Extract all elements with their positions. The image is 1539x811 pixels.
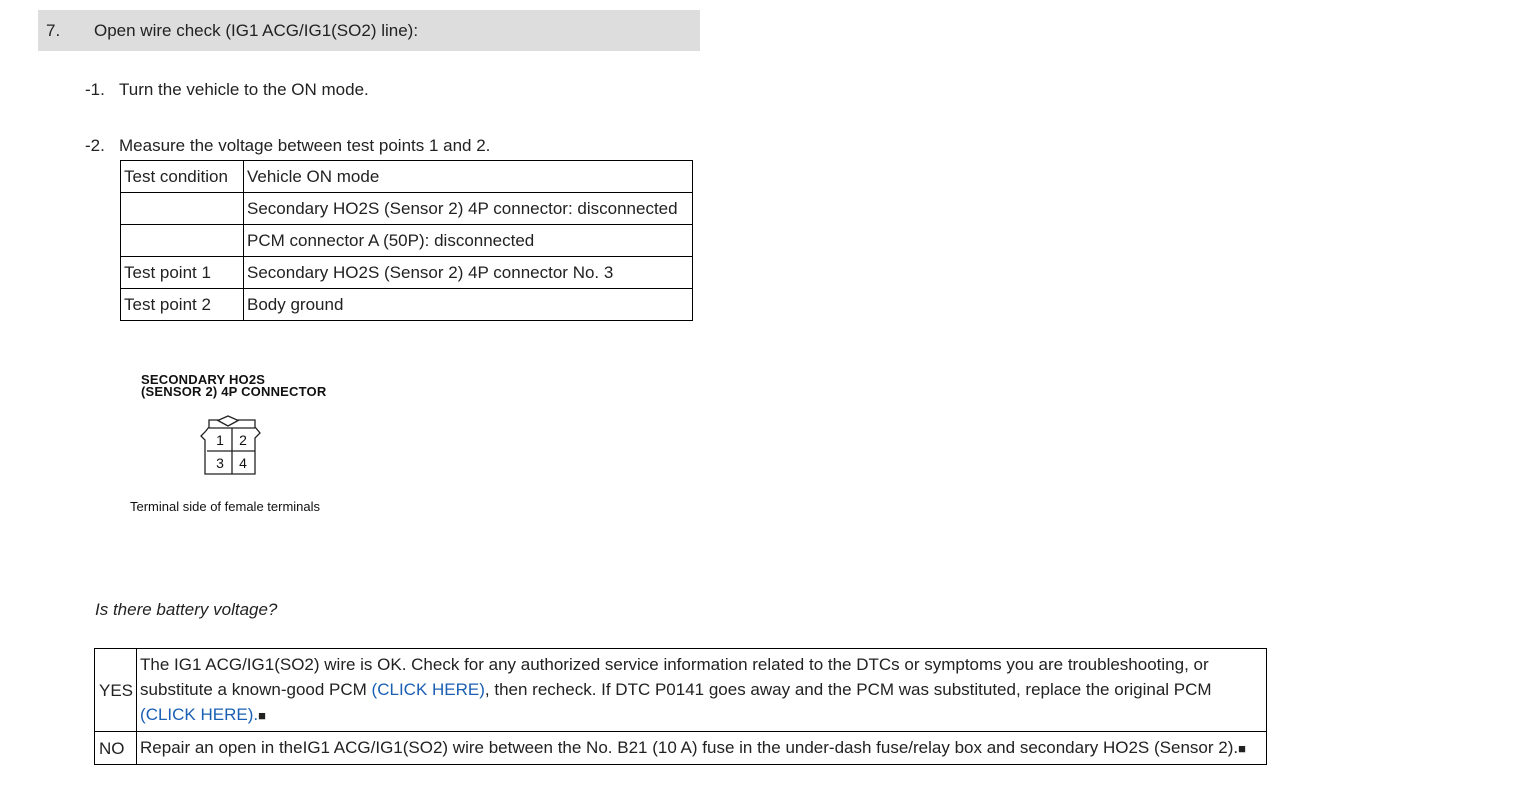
pin-2: 2 bbox=[239, 432, 247, 448]
condition-value: Secondary HO2S (Sensor 2) 4P connector No. 3 bbox=[244, 257, 693, 289]
substep-text: Measure the voltage between test points 1 and 2. bbox=[119, 136, 491, 155]
connector-body-icon bbox=[201, 416, 260, 474]
table-row bbox=[121, 225, 693, 257]
pcm-link-2[interactable]: (CLICK HERE). bbox=[140, 705, 259, 724]
answer-text-no bbox=[137, 732, 1267, 765]
connector-figure bbox=[125, 370, 345, 520]
figure-title-line2: (SENSOR 2) 4P CONNECTOR bbox=[141, 384, 327, 399]
condition-value: Body ground bbox=[244, 289, 693, 321]
answer-row-yes bbox=[95, 649, 1267, 732]
end-mark-icon: ■ bbox=[1238, 741, 1246, 756]
substep-2 bbox=[85, 136, 490, 156]
condition-label: Test point 1 bbox=[121, 257, 244, 289]
table-row bbox=[121, 257, 693, 289]
end-mark-icon: ■ bbox=[258, 708, 266, 723]
pin-3: 3 bbox=[216, 455, 224, 471]
condition-label bbox=[121, 193, 244, 225]
answer-no-text: Repair an open in theIG1 ACG/IG1(SO2) wire between the No. B21 (10 A) fuse in the under-dash fuse/relay box and secondary HO2S (Sensor 2). bbox=[140, 738, 1239, 757]
condition-label: Test condition bbox=[121, 161, 244, 193]
pin-1: 1 bbox=[216, 432, 224, 448]
answer-row-no bbox=[95, 732, 1267, 765]
answer-text-yes bbox=[137, 649, 1267, 732]
condition-value: PCM connector A (50P): disconnected bbox=[244, 225, 693, 257]
condition-value: Vehicle ON mode bbox=[244, 161, 693, 193]
table-row bbox=[121, 161, 693, 193]
table-row bbox=[121, 289, 693, 321]
substep-text: Turn the vehicle to the ON mode. bbox=[119, 80, 369, 99]
pcm-link-1[interactable]: (CLICK HERE) bbox=[371, 680, 485, 699]
answer-label-no: NO bbox=[95, 732, 137, 765]
table-row bbox=[121, 193, 693, 225]
condition-label: Test point 2 bbox=[121, 289, 244, 321]
pin-4: 4 bbox=[239, 455, 247, 471]
substep-number: -2. bbox=[85, 136, 105, 155]
figure-caption: Terminal side of female terminals bbox=[130, 499, 321, 514]
connector-diagram bbox=[125, 370, 345, 490]
answer-yes-text-a: The IG1 ACG/IG1(SO2) wire is OK. Check for any authorized service information related to the DTCs or symptoms you are troubleshooting, or substitute a known-good PCM bbox=[140, 655, 1209, 699]
answer-label-yes: YES bbox=[95, 649, 137, 732]
condition-value: Secondary HO2S (Sensor 2) 4P connector: disconnected bbox=[244, 193, 693, 225]
step-header bbox=[38, 10, 700, 51]
figure-title-line1: SECONDARY HO2S bbox=[141, 372, 266, 387]
step-number: 7. bbox=[46, 20, 61, 40]
answer-yes-text-b: , then recheck. If DTC P0141 goes away and the PCM was substituted, replace the original PCM bbox=[484, 680, 1212, 699]
answers-table bbox=[94, 648, 1267, 765]
condition-label bbox=[121, 225, 244, 257]
question-text: Is there battery voltage? bbox=[95, 600, 278, 619]
step-title: Open wire check (IG1 ACG/IG1(SO2) line): bbox=[94, 20, 419, 40]
substep-1 bbox=[85, 80, 369, 100]
substep-number: -1. bbox=[85, 80, 105, 99]
test-conditions-table bbox=[120, 160, 693, 321]
